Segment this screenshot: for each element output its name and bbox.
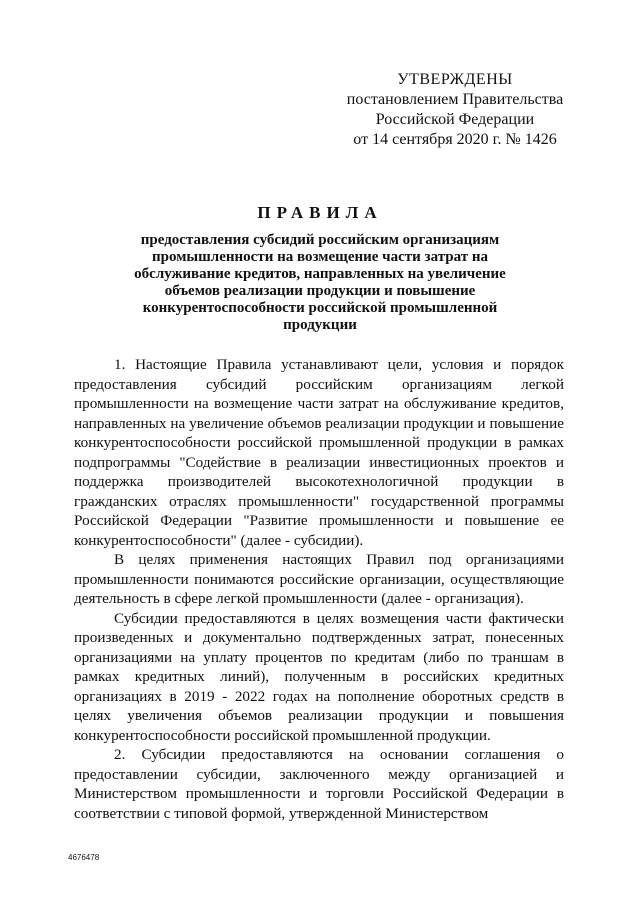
document-title: ПРАВИЛА: [257, 203, 383, 222]
approval-block: [330, 70, 580, 150]
approval-line: постановлением Правительства: [346, 91, 564, 108]
document-body: [74, 355, 564, 823]
paragraph: 1. Настоящие Правила устанавливают цели, условия и порядок предоставления субсидий российским организациям легкой промышленности на возмещение части затрат на обслуживание кредитов, направленных на увеличение объемов реализации продукции и повышение конкурентоспособности российской промышленной продукции в рамках подпрограммы "Содействие в реализации инвестиционных проектов и поддержка производителей высокотехнологичной продукции в гражданских отраслях промышленности" государственной программы Российской Федерации "Развитие промышленности и повышение ее конкурентоспособности" (далее - субсидии).: [74, 356, 564, 549]
approval-date-number: от 14 сентября 2020 г. № 1426: [353, 131, 557, 148]
paragraph: В целях применения настоящих Правил под организациями промышленности понимаются российские организации, осуществляющие деятельность в сфере легкой промышленности (далее - организация).: [74, 551, 564, 607]
approval-line: Российской Федерации: [375, 111, 535, 128]
paragraph: 2. Субсидии предоставляются на основании соглашения о предоставлении субсидии, заключенного между организацией и Министерством промышленности и торговли Российской Федерации в соответствии с типовой формой, утвержденной Министерством: [74, 746, 564, 822]
paragraph: Субсидии предоставляются в целях возмещения части фактически произведенных и документально подтвержденных затрат, понесенных организациями на уплату процентов по кредитам (либо по траншам в рамках кредитных линий), полученным в российских кредитных организациях в 2019 - 2022 годах на пополнение оборотных средств в целях увеличения объемов реализации продукции и повышения конкурентоспособности российской промышленной продукции.: [74, 609, 564, 744]
document-number: 4676478: [68, 853, 100, 862]
document-subtitle: предоставления субсидий российским организациям промышленности на возмещение части затрат на обслуживание кредитов, направленных на увеличение объемов реализации продукции и повышение конкурентоспособности российской промышленной продукции: [134, 232, 506, 333]
approval-title: УТВЕРЖДЕНЫ: [397, 71, 513, 88]
